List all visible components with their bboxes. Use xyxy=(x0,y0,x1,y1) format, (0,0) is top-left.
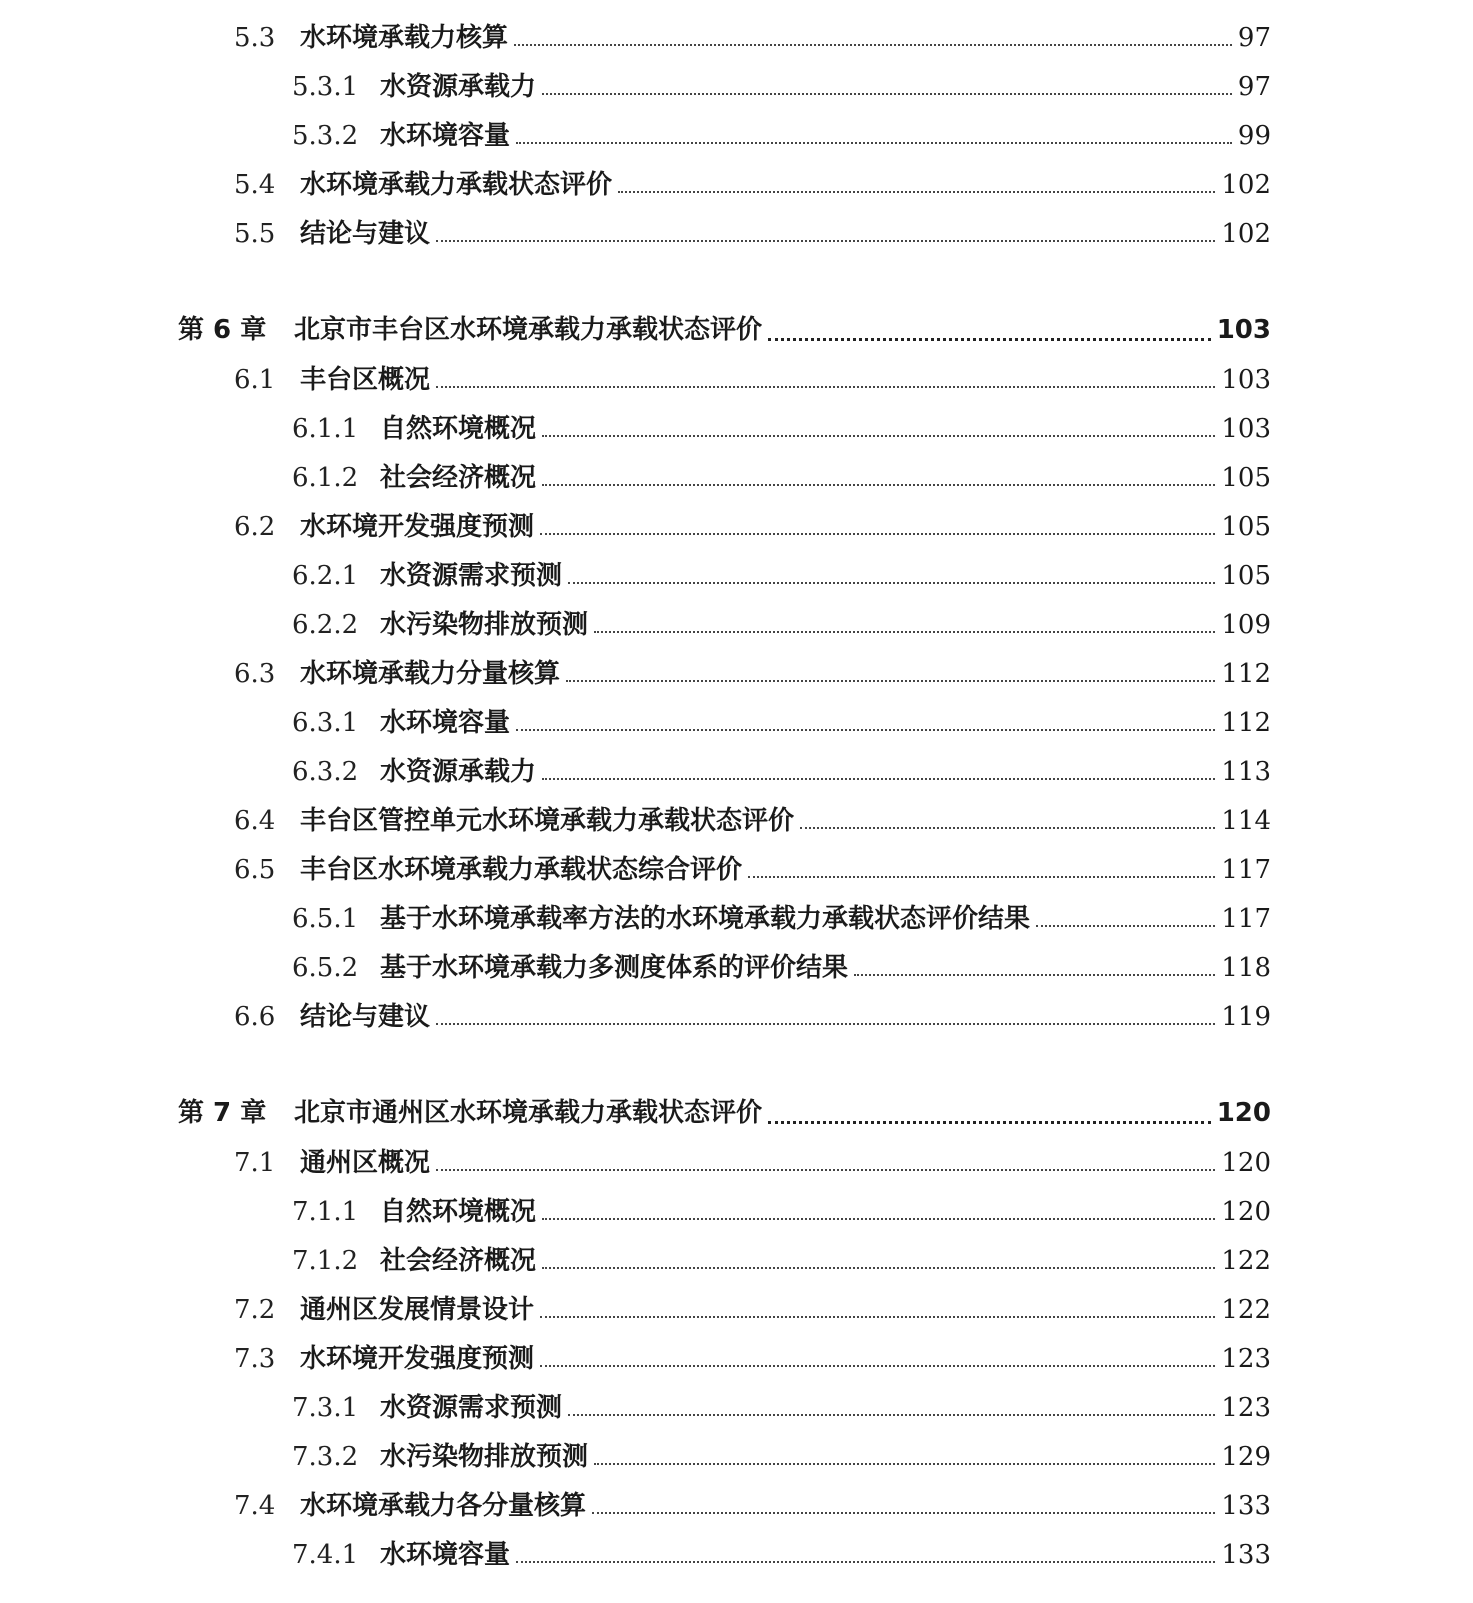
toc-subsection-entry[interactable] xyxy=(0,750,1473,794)
toc-page-number: 122 xyxy=(1221,1295,1271,1325)
toc-section-entry[interactable] xyxy=(0,1337,1473,1381)
toc-entry-number: 7.3.1 xyxy=(292,1393,359,1423)
toc-entry-title: 水资源需求预测 xyxy=(380,561,563,591)
toc-entry-number: 第 6 章 xyxy=(178,315,267,345)
toc-entry-number: 6.1.2 xyxy=(292,463,359,493)
toc-subsection-entry[interactable] xyxy=(0,897,1473,941)
toc-entry-title: 社会经济概况 xyxy=(380,463,537,493)
toc-section-entry[interactable] xyxy=(0,505,1473,549)
toc-page-number: 109 xyxy=(1221,610,1271,640)
toc-page-number: 105 xyxy=(1221,463,1271,493)
toc-dot-leader xyxy=(436,386,1215,388)
toc-dot-leader xyxy=(854,974,1215,976)
toc-entry-number: 6.6 xyxy=(234,1002,276,1032)
toc-entry-number: 7.4 xyxy=(234,1491,276,1521)
toc-subsection-entry[interactable] xyxy=(0,1190,1473,1234)
toc-section-entry[interactable] xyxy=(0,1484,1473,1528)
toc-entry-number: 第 7 章 xyxy=(178,1098,267,1128)
toc-chapter-entry[interactable] xyxy=(0,1091,1473,1135)
toc-page-number: 123 xyxy=(1221,1344,1271,1374)
toc-entry-title: 水环境容量 xyxy=(380,121,511,151)
toc-entry-title: 水环境承载力承载状态评价 xyxy=(300,170,613,200)
toc-page-number: 97 xyxy=(1237,23,1271,53)
toc-entry-number: 6.3 xyxy=(234,659,276,689)
toc-page-number: 120 xyxy=(1216,1098,1271,1128)
toc-page-number: 114 xyxy=(1221,806,1271,836)
toc-entry-title: 水污染物排放预测 xyxy=(380,1442,589,1472)
toc-entry-title: 水环境容量 xyxy=(380,708,511,738)
toc-entry-title: 北京市丰台区水环境承载力承载状态评价 xyxy=(294,315,763,345)
toc-dot-leader xyxy=(594,631,1215,633)
toc-page-number: 118 xyxy=(1221,953,1271,983)
toc-entry-number: 5.3.2 xyxy=(292,121,359,151)
toc-entry-number: 7.2 xyxy=(234,1295,276,1325)
toc-section-entry[interactable] xyxy=(0,848,1473,892)
toc-entry-number: 5.3.1 xyxy=(292,72,359,102)
toc-dot-leader xyxy=(568,1414,1215,1416)
toc-dot-leader xyxy=(542,1267,1215,1269)
toc-dot-leader xyxy=(540,1316,1215,1318)
toc-entry-title: 通州区发展情景设计 xyxy=(300,1295,535,1325)
toc-entry-number: 7.1 xyxy=(234,1148,276,1178)
toc-entry-title: 水环境承载力核算 xyxy=(300,23,509,53)
toc-entry-title: 水污染物排放预测 xyxy=(380,610,589,640)
toc-entry-number: 7.1.2 xyxy=(292,1246,359,1276)
toc-entry-number: 5.3 xyxy=(234,23,276,53)
toc-entry-title: 水资源需求预测 xyxy=(380,1393,563,1423)
toc-entry-title: 水资源承载力 xyxy=(380,757,537,787)
toc-section-entry[interactable] xyxy=(0,799,1473,843)
toc-page-number: 120 xyxy=(1221,1197,1271,1227)
toc-entry-number: 6.5 xyxy=(234,855,276,885)
toc-subsection-entry[interactable] xyxy=(0,1435,1473,1479)
toc-entry-number: 6.4 xyxy=(234,806,276,836)
toc-page-number: 105 xyxy=(1221,512,1271,542)
toc-entry-title: 丰台区水环境承载力承载状态综合评价 xyxy=(300,855,743,885)
toc-dot-leader xyxy=(542,778,1215,780)
toc-page-number: 102 xyxy=(1221,170,1271,200)
toc-page-number: 117 xyxy=(1221,904,1271,934)
toc-dot-leader xyxy=(1036,925,1215,927)
toc-page-number: 120 xyxy=(1221,1148,1271,1178)
toc-subsection-entry[interactable] xyxy=(0,114,1473,158)
toc-entry-number: 6.2.2 xyxy=(292,610,359,640)
toc-section-entry[interactable] xyxy=(0,358,1473,402)
toc-page-number: 129 xyxy=(1221,1442,1271,1472)
toc-entry-title: 丰台区概况 xyxy=(300,365,431,395)
toc-page-number: 133 xyxy=(1221,1491,1271,1521)
toc-entry-number: 7.1.1 xyxy=(292,1197,359,1227)
toc-entry-number: 5.5 xyxy=(234,219,276,249)
toc-dot-leader xyxy=(542,484,1215,486)
toc-dot-leader xyxy=(568,582,1215,584)
toc-entry-title: 水环境承载力各分量核算 xyxy=(300,1491,587,1521)
toc-entry-title: 水资源承载力 xyxy=(380,72,537,102)
toc-dot-leader xyxy=(540,533,1215,535)
toc-section-entry[interactable] xyxy=(0,652,1473,696)
toc-page-number: 103 xyxy=(1216,315,1271,345)
toc-dot-leader xyxy=(436,1169,1215,1171)
toc-page-number: 122 xyxy=(1221,1246,1271,1276)
toc-page-number: 102 xyxy=(1221,219,1271,249)
toc-page-number: 105 xyxy=(1221,561,1271,591)
toc-entry-number: 6.5.1 xyxy=(292,904,359,934)
toc-entry-title: 水环境承载力分量核算 xyxy=(300,659,561,689)
toc-dot-leader xyxy=(594,1463,1215,1465)
toc-dot-leader xyxy=(436,1023,1215,1025)
toc-entry-title: 丰台区管控单元水环境承载力承载状态评价 xyxy=(300,806,795,836)
toc-page-number: 97 xyxy=(1237,72,1271,102)
toc-dot-leader xyxy=(436,240,1215,242)
toc-page-number: 103 xyxy=(1221,365,1271,395)
toc-section-entry[interactable] xyxy=(0,16,1473,60)
toc-subsection-entry[interactable] xyxy=(0,407,1473,451)
toc-entry-number: 7.3.2 xyxy=(292,1442,359,1472)
toc-page-number: 113 xyxy=(1221,757,1271,787)
toc-page-number: 119 xyxy=(1221,1002,1271,1032)
toc-entry-title: 社会经济概况 xyxy=(380,1246,537,1276)
toc-dot-leader xyxy=(768,1121,1211,1124)
toc-dot-leader xyxy=(768,338,1211,341)
toc-dot-leader xyxy=(566,680,1215,682)
toc-entry-title: 自然环境概况 xyxy=(380,1197,537,1227)
toc-subsection-entry[interactable] xyxy=(0,456,1473,500)
toc-entry-number: 6.2.1 xyxy=(292,561,359,591)
toc-entry-title: 结论与建议 xyxy=(300,1002,431,1032)
toc-entry-number: 6.1.1 xyxy=(292,414,359,444)
toc-dot-leader xyxy=(516,142,1232,144)
toc-page-number: 112 xyxy=(1221,708,1271,738)
toc-dot-leader xyxy=(542,93,1232,95)
toc-page-number: 112 xyxy=(1221,659,1271,689)
toc-entry-title: 基于水环境承载率方法的水环境承载力承载状态评价结果 xyxy=(380,904,1031,934)
toc-page-number: 103 xyxy=(1221,414,1271,444)
toc-entry-title: 结论与建议 xyxy=(300,219,431,249)
toc-entry-number: 6.5.2 xyxy=(292,953,359,983)
toc-subsection-entry[interactable] xyxy=(0,65,1473,109)
toc-subsection-entry[interactable] xyxy=(0,554,1473,598)
toc-entry-number: 6.2 xyxy=(234,512,276,542)
toc-section-entry[interactable] xyxy=(0,1141,1473,1185)
toc-page-number: 99 xyxy=(1237,121,1271,151)
toc-entry-title: 水环境容量 xyxy=(380,1540,511,1570)
toc-dot-leader xyxy=(592,1512,1215,1514)
toc-dot-leader xyxy=(542,435,1215,437)
toc-dot-leader xyxy=(514,44,1232,46)
toc-entry-title: 北京市通州区水环境承载力承载状态评价 xyxy=(294,1098,763,1128)
toc-entry-number: 5.4 xyxy=(234,170,276,200)
toc-page-number: 133 xyxy=(1221,1540,1271,1570)
toc-entry-title: 基于水环境承载力多测度体系的评价结果 xyxy=(380,953,849,983)
toc-dot-leader xyxy=(800,827,1215,829)
toc-entry-number: 6.3.2 xyxy=(292,757,359,787)
toc-dot-leader xyxy=(618,191,1215,193)
toc-chapter-entry[interactable] xyxy=(0,308,1473,352)
toc-section-entry[interactable] xyxy=(0,995,1473,1039)
toc-entry-number: 7.4.1 xyxy=(292,1540,359,1570)
toc-dot-leader xyxy=(516,729,1215,731)
toc-section-entry[interactable] xyxy=(0,212,1473,256)
toc-subsection-entry[interactable] xyxy=(0,603,1473,647)
toc-entry-title: 水环境开发强度预测 xyxy=(300,512,535,542)
toc-entry-number: 6.3.1 xyxy=(292,708,359,738)
toc-subsection-entry[interactable] xyxy=(0,1533,1473,1577)
toc-subsection-entry[interactable] xyxy=(0,1239,1473,1283)
toc-entry-number: 7.3 xyxy=(234,1344,276,1374)
toc-entry-title: 自然环境概况 xyxy=(380,414,537,444)
toc-dot-leader xyxy=(540,1365,1215,1367)
toc-section-entry[interactable] xyxy=(0,163,1473,207)
toc-subsection-entry[interactable] xyxy=(0,1386,1473,1430)
toc-subsection-entry[interactable] xyxy=(0,701,1473,745)
toc-subsection-entry[interactable] xyxy=(0,946,1473,990)
toc-entry-title: 水环境开发强度预测 xyxy=(300,1344,535,1374)
toc-page-number: 117 xyxy=(1221,855,1271,885)
toc-page-number: 123 xyxy=(1221,1393,1271,1423)
toc-dot-leader xyxy=(542,1218,1215,1220)
toc-section-entry[interactable] xyxy=(0,1288,1473,1332)
toc-dot-leader xyxy=(516,1561,1215,1563)
toc-dot-leader xyxy=(748,876,1215,878)
toc-entry-title: 通州区概况 xyxy=(300,1148,431,1178)
toc-entry-number: 6.1 xyxy=(234,365,276,395)
